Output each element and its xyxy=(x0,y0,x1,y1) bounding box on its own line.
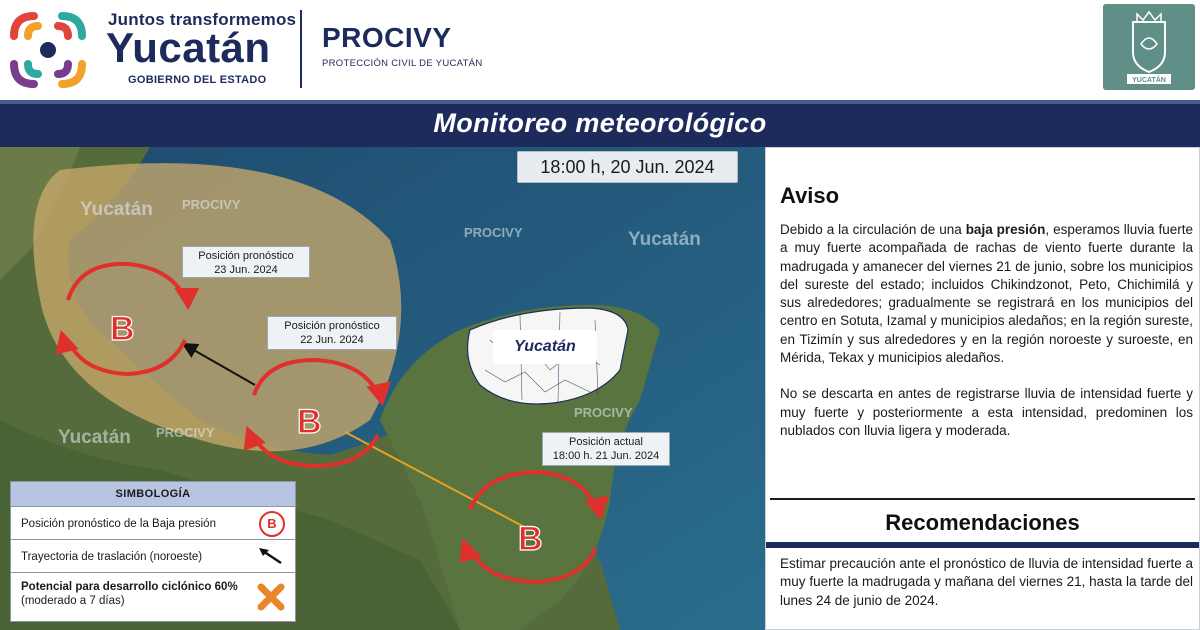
arrow-northwest-icon xyxy=(255,546,285,566)
aviso-paragraph-2: No se descarta en antes de registrarse lluvia de intensidad fuerte y muy fuerte y posteriormente a esta intensidad, predominen los nublados con lluvia ligera y moderada. xyxy=(780,386,1193,438)
organization-full-name: PROTECCIÓN CIVIL DE YUCATÁN xyxy=(322,58,483,69)
legend-label: Potencial para desarrollo ciclónico 60% xyxy=(21,581,238,593)
legend xyxy=(10,481,296,622)
watermark-procivy: PROCIVY xyxy=(464,225,523,240)
seal-caption: YUCATÁN xyxy=(1132,77,1166,84)
watermark-procivy: PROCIVY xyxy=(156,425,215,440)
legend-row xyxy=(11,506,295,539)
callout-date: 22 Jun. 2024 xyxy=(300,334,364,346)
legend-label: Posición pronóstico de la Baja presión xyxy=(21,518,216,530)
watermark-yucatan: Yucatán xyxy=(628,229,701,250)
callout-label: Posición actual xyxy=(569,436,643,448)
watermark-procivy: PROCIVY xyxy=(574,405,633,420)
watermark-procivy: PROCIVY xyxy=(182,197,241,212)
datetime-badge: 18:00 h, 20 Jun. 2024 xyxy=(517,151,738,183)
watermark-yucatan: Yucatán xyxy=(58,427,131,448)
government-label: GOBIERNO DEL ESTADO xyxy=(128,74,267,86)
recomendaciones-rule xyxy=(765,542,1200,548)
callout-date: 18:00 h. 21 Jun. 2024 xyxy=(552,450,660,462)
aviso-title: Aviso xyxy=(780,183,840,208)
recomendaciones-text: Estimar precaución ante el pronóstico de lluvia de intensidad fuerte a muy fuerte la madrugada y mañana del viernes 21, hasta la tarde del lunes 24 de junio de 2024. xyxy=(780,556,1193,608)
organization-name: PROCIVY xyxy=(322,22,452,53)
low-pressure-letter-22jun: B xyxy=(297,403,322,441)
header xyxy=(0,0,1200,100)
current-position-callout xyxy=(542,432,670,466)
yucatan-map-label: Yucatán xyxy=(493,330,597,364)
header-divider xyxy=(300,10,302,88)
aviso-body xyxy=(780,221,1193,440)
forecast-position-callout-22jun xyxy=(267,316,397,350)
legend-row xyxy=(11,572,295,620)
cyclone-potential-x-icon xyxy=(257,583,285,611)
legend-row xyxy=(11,539,295,572)
low-pressure-letter-23jun: B xyxy=(110,310,135,348)
info-panel xyxy=(765,147,1200,630)
legend-label: Trayectoria de traslación (noroeste) xyxy=(21,551,203,563)
low-pressure-letter-current: B xyxy=(518,520,543,558)
recomendaciones-title: Recomendaciones xyxy=(885,510,1080,535)
title-bar xyxy=(0,100,1200,147)
page-title: Monitoreo meteorológico xyxy=(433,108,767,138)
low-pressure-symbol-icon: B xyxy=(259,511,285,537)
aviso-paragraph-1: Debido a la circulación de una baja presión, esperamos lluvia fuerte a muy fuerte acompañada de rachas de viento fuerte durante la madrugada y amanecer del viernes 21 de junio, sobre los municipios del sureste del estado; incluidos Chikindzonot, Peto, Chichimilá y sus alrededores; gradualmente se registrará en los municipios del centro en Sotuta, Izamal y municipios aledaños; en la región sureste, en Tizimín y sus alrededores y en la región noroeste y suroeste, en Mérida, Tekax y municipios aledaños. xyxy=(780,222,1193,366)
callout-label: Posición pronóstico xyxy=(198,250,294,262)
slogan: Juntos transformemos xyxy=(108,10,297,29)
state-seal-icon xyxy=(1103,4,1195,90)
yucatan-government-logo xyxy=(4,6,92,94)
callout-date: 23 Jun. 2024 xyxy=(214,264,278,276)
state-name: Yucatán xyxy=(106,24,271,71)
legend-title: SIMBOLOGÍA xyxy=(11,482,295,506)
forecast-position-callout-23jun xyxy=(182,246,310,278)
title-stripe xyxy=(0,100,1200,104)
section-divider xyxy=(770,498,1195,500)
legend-sublabel: (moderado a 7 días) xyxy=(21,595,125,607)
callout-label: Posición pronóstico xyxy=(284,320,380,332)
watermark-yucatan: Yucatán xyxy=(80,199,153,220)
